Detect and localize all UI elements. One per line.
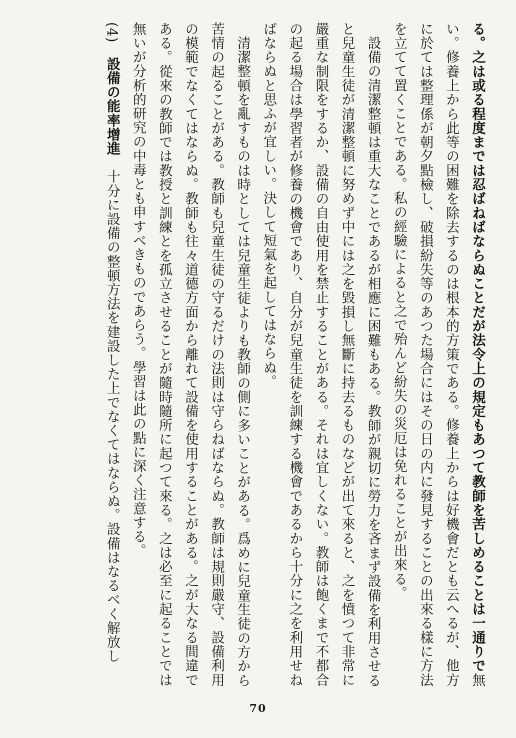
section-title: 設備の能率增進	[103, 57, 120, 156]
paragraph-1	[386, 22, 490, 687]
paragraph-2-text: 設備の清潔整頓は重大なことであるが相應に困難もある。教師が親切に勞力を吝まず設備を利用させると兒童生徒が清潔整頓に努めず中には之を毀損し無斷に持去るものなどが出て來ると、之を憤つて非常に嚴重な制限をするか、設備の自由使用を禁止することがある。それは宜しくない。教師は飽くまで不都合の起る場合は學習者が修養の機會であり、自分が兒童生徒を訓練する機會であるから十分に之を利用せねばならぬと思ふが宜しい。決して短氣を起してはならぬ。	[260, 22, 381, 687]
paragraph-1-text: 無い。修養上から此等の困難を除去するのは根本的方策である。修養上からは好機會だとも云へるが、他方に於ては整理係が朝夕點檢し、破損紛失等のあつた場合にはその日の内に發見することの出來る樣に方法を立てて置くことである。私の經驗によると之で殆んど紛失の災厄は免れることが出來る。	[390, 22, 485, 687]
paragraph-2	[255, 22, 385, 687]
paragraph-3-text: 清潔整頓を亂すものは時としては兒童生徒よりも教師の側に多いことがある。爲めに兒童生徒の方から苦情の起ることがある。教師も兒童生徒の守るだけの法則は守らねばならぬ。教師は規則嚴守、設備利用の模範でなくてはならぬ。教師も往々道德方面から離れて設備を使用することがある。之が大なる間違である。從來の教師では教授と訓練とを孤立させることが隨時隨所に起つて來る。之は必至に起ることでは無いが分析的研究の中毒とも申すべきものであらう。學習は此の點に深く注意する。	[129, 22, 251, 687]
paragraph-3	[125, 22, 255, 687]
section-number: (4)	[103, 22, 120, 43]
section-4	[99, 22, 125, 687]
page-number: 70	[249, 702, 267, 715]
paragraph-1-bold-text: る。之は或る程度までは忍ばねばならぬことだが法令上の規定もあつて教師を苦しめることは一通りで	[469, 22, 485, 673]
section-body-text: 十分に設備の整頓方法を建設した上でなくてはならぬ。設備はなるべく解放し	[103, 169, 120, 664]
vertical-text-block	[20, 22, 490, 687]
